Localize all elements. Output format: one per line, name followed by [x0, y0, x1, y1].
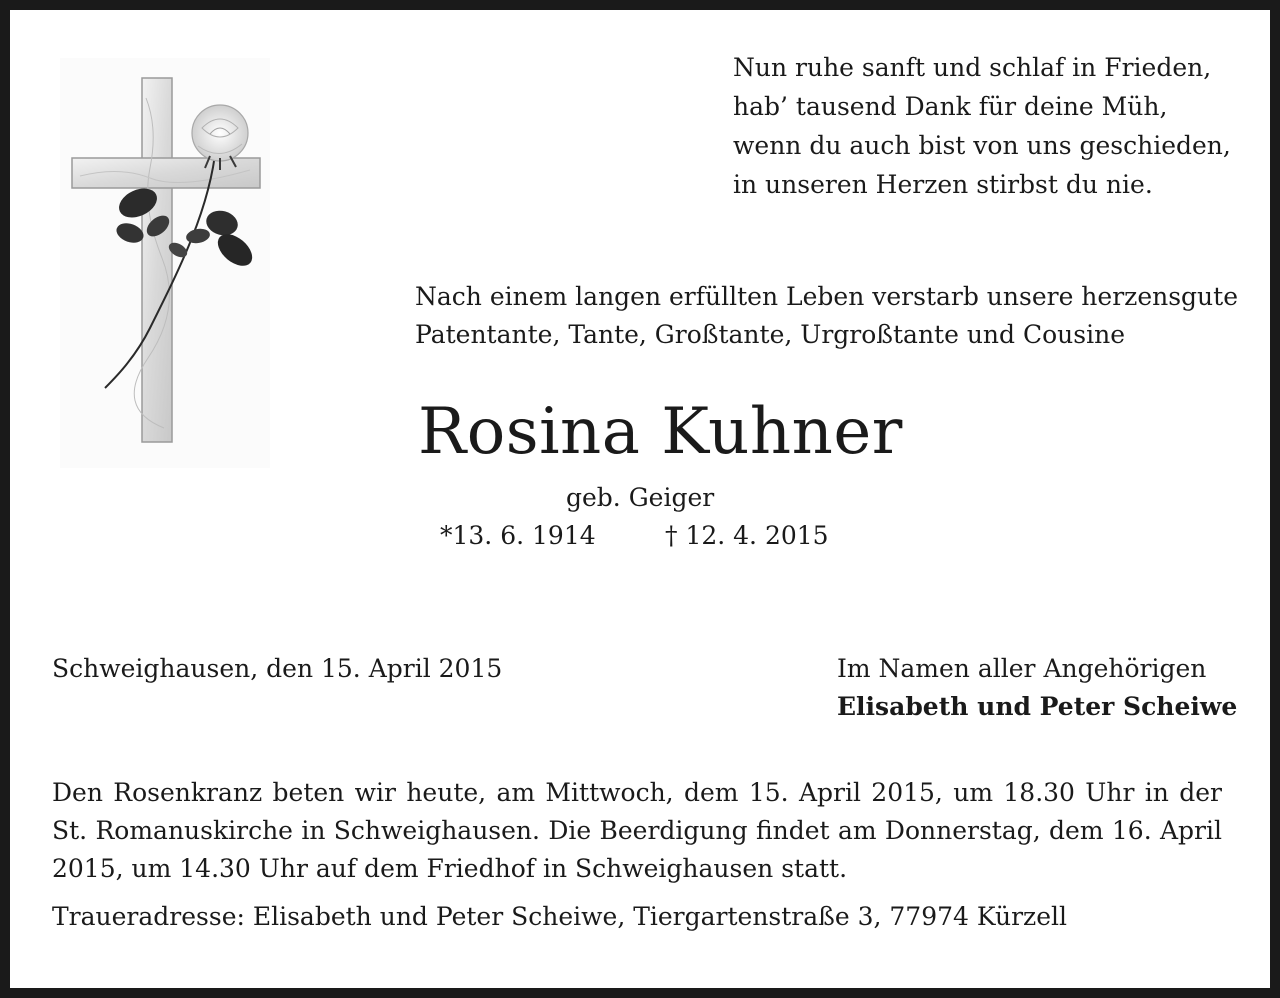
death-date: † 12. 4. 2015	[665, 521, 829, 550]
signoff-names: Elisabeth und Peter Scheiwe	[837, 692, 1238, 721]
birth-date: *13. 6. 1914	[440, 521, 596, 550]
obituary-notice	[10, 10, 1270, 988]
intro-line: Nach einem langen erfüllten Leben verstarb unsere herzensgute	[415, 282, 1238, 311]
deceased-name: Rosina Kuhner	[418, 395, 903, 469]
service-details: Den Rosenkranz beten wir heute, am Mittwoch, dem 15. April 2015, um 18.30 Uhr in der St. Romanuskirche in Schweighausen. Die Beerdigung findet am Donnerstag, dem 16. April 2015, um 14.30 Uhr auf dem Friedhof in Schweighausen statt.	[52, 778, 1222, 883]
mourning-address: Traueradresse: Elisabeth und Peter Scheiwe, Tiergartenstraße 3, 77974 Kürzell	[52, 902, 1068, 931]
poem-line: in unseren Herzen stirbst du nie.	[733, 170, 1153, 199]
intro-line: Patentante, Tante, Großtante, Urgroßtante und Cousine	[415, 320, 1125, 349]
intro-text	[415, 278, 1238, 354]
cross-with-rose-icon	[60, 58, 270, 468]
poem-line: wenn du auch bist von uns geschieden,	[733, 131, 1231, 160]
family-signoff	[837, 650, 1237, 726]
place-and-date: Schweighausen, den 15. April 2015	[52, 654, 503, 683]
memorial-poem	[733, 48, 1231, 204]
poem-line: Nun ruhe sanft und schlaf in Frieden,	[733, 53, 1212, 82]
maiden-name: geb. Geiger	[566, 483, 715, 512]
poem-line: hab’ tausend Dank für deine Müh,	[733, 92, 1168, 121]
signoff-line: Im Namen aller Angehörigen	[837, 654, 1207, 683]
